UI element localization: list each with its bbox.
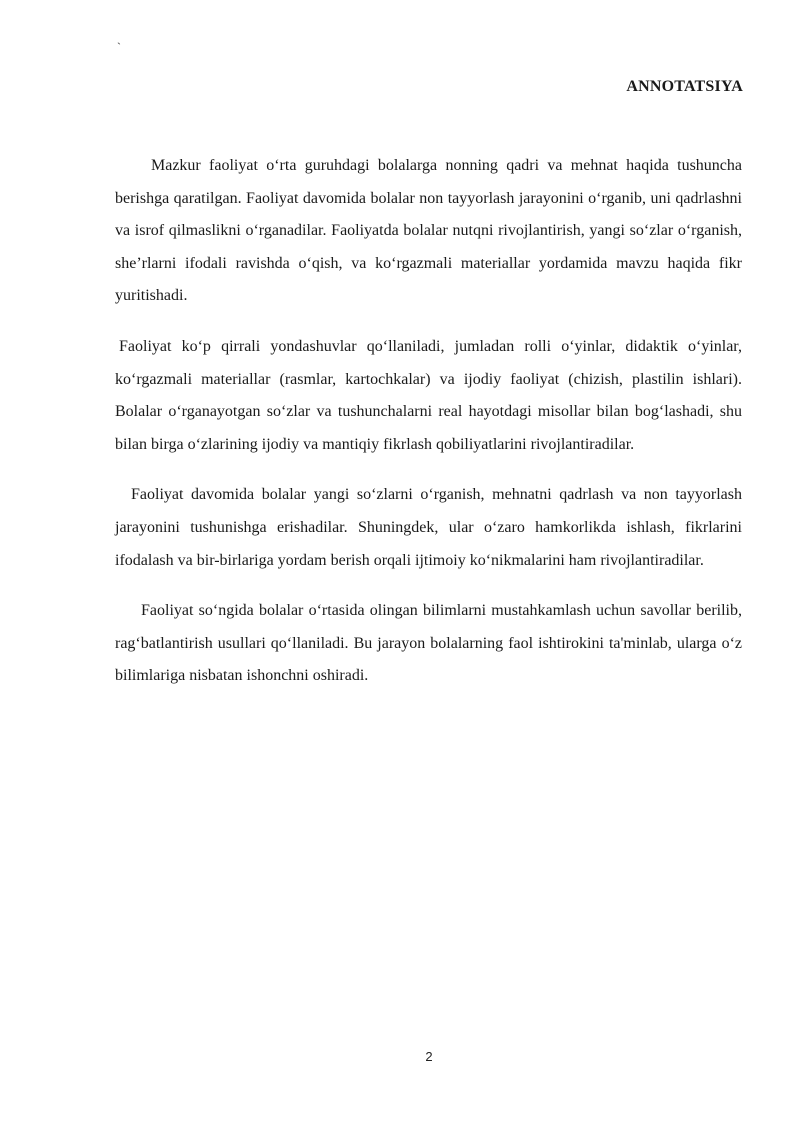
paragraph-2: Faoliyat ko‘p qirrali yondashuvlar qo‘llaniladi, jumladan rolli o‘yinlar, didaktik o‘yinlar, ko‘rgazmali materiallar (rasmlar, kartochkalar) va ijodiy faoliyat (chizish, plastilin ishlari). Bolalar o‘rganayotgan so‘zlar va tushunchalarni real hayotdagi misollar bilan bog‘lashadi, shu bilan birga o‘zlarining ijodiy va mantiqiy fikrlash qobiliyatlarini rivojlantiradilar. [115,337,742,453]
page-title: ANNOTATSIYA [626,78,743,95]
corner-mark: ` [117,40,121,54]
paragraph-4: Faoliyat so‘ngida bolalar o‘rtasida olingan bilimlarni mustahkamlash uchun savollar berilib, rag‘batlantirish usullari qo‘llaniladi. Bu jarayon bolalarning faol ishtirokini ta'minlab, ularga o‘z bilimlariga nisbatan ishonchni oshiradi. [115,602,742,685]
paragraph-3: Faoliyat davomida bolalar yangi so‘zlarni o‘rganish, mehnatni qadrlash va non tayyorlash jarayonini tushunishga erishadilar. Shuningdek, ular o‘zaro hamkorlikda ishlash, fikrlarini ifodalash va bir-birlariga yordam berish orqali ijtimoiy ko‘nikmalarini ham rivojlantiradilar. [115,486,742,569]
annotation-body [115,150,742,711]
page-number: 2 [425,1049,433,1064]
paragraph-1: Mazkur faoliyat o‘rta guruhdagi bolalarga nonning qadri va mehnat haqida tushuncha berishga qaratilgan. Faoliyat davomida bolalar non tayyorlash jarayonini o‘rganib, uni qadrlashni va isrof qilmaslikni o‘rganadilar. Faoliyatda bolalar nutqni rivojlantirish, yangi so‘zlar o‘rganish, she’rlarni ifodali ravishda o‘qish, va ko‘rgazmali materiallar yordamida mavzu haqida fikr yuritishadi. [115,157,742,305]
